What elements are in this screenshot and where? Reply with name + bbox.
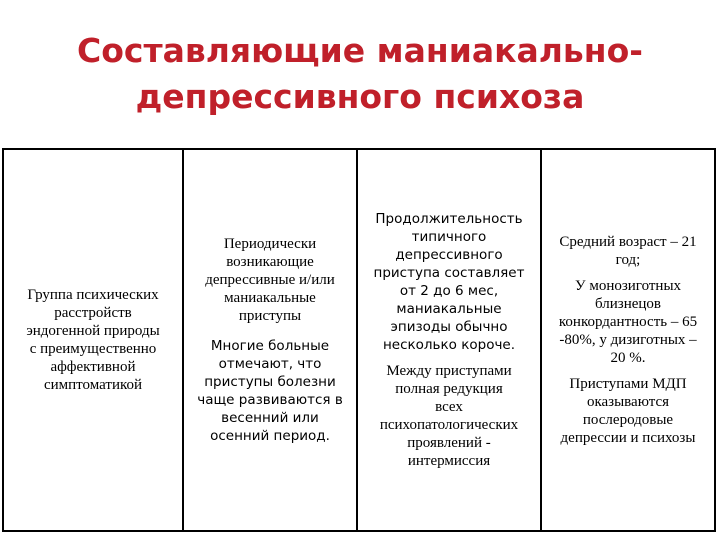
table-cell-duration bbox=[356, 150, 540, 530]
episodes-seasonal-text: Многие больные отмечают, что приступы болезни чаще развиваются в весенний или осенний период. bbox=[197, 338, 343, 444]
episodes-periodic-text: Периодически возникающие депрессивные и/или маниакальные приступы bbox=[205, 236, 335, 324]
intermission-text: Между приступами полная редукция всех психопатологических проявлений - интермиссия bbox=[379, 363, 519, 469]
episodes-text-block bbox=[197, 235, 343, 445]
slide-title-text: Составляющие маниакально- депрессивного психоза bbox=[77, 31, 643, 116]
table-cell-definition bbox=[4, 150, 182, 530]
table-cell-episodes bbox=[182, 150, 356, 530]
definition-text-block bbox=[26, 286, 159, 394]
epidemiology-text-block bbox=[559, 233, 697, 447]
components-table bbox=[2, 148, 716, 532]
twin-concordance-text: У монозиготных близнецов конкордантность – 65 -80%, у дизиготных – 20 %. bbox=[558, 278, 698, 366]
table-cell-epidemiology bbox=[540, 150, 714, 530]
slide-title bbox=[0, 28, 720, 120]
definition-text: Группа психических расстройств эндогенной природы с преимущественно аффективной симптоматикой bbox=[26, 287, 160, 393]
postpartum-text: Приступами МДП оказываются послеродовые депрессии и психозы bbox=[560, 376, 696, 446]
average-age-text: Средний возраст – 21 год; bbox=[559, 234, 697, 268]
duration-text-block bbox=[374, 210, 525, 470]
duration-text: Продолжительность типичного депрессивного приступа составляет от 2 до 6 мес, маниакальные эпизоды обычно несколько короче. bbox=[373, 211, 525, 353]
